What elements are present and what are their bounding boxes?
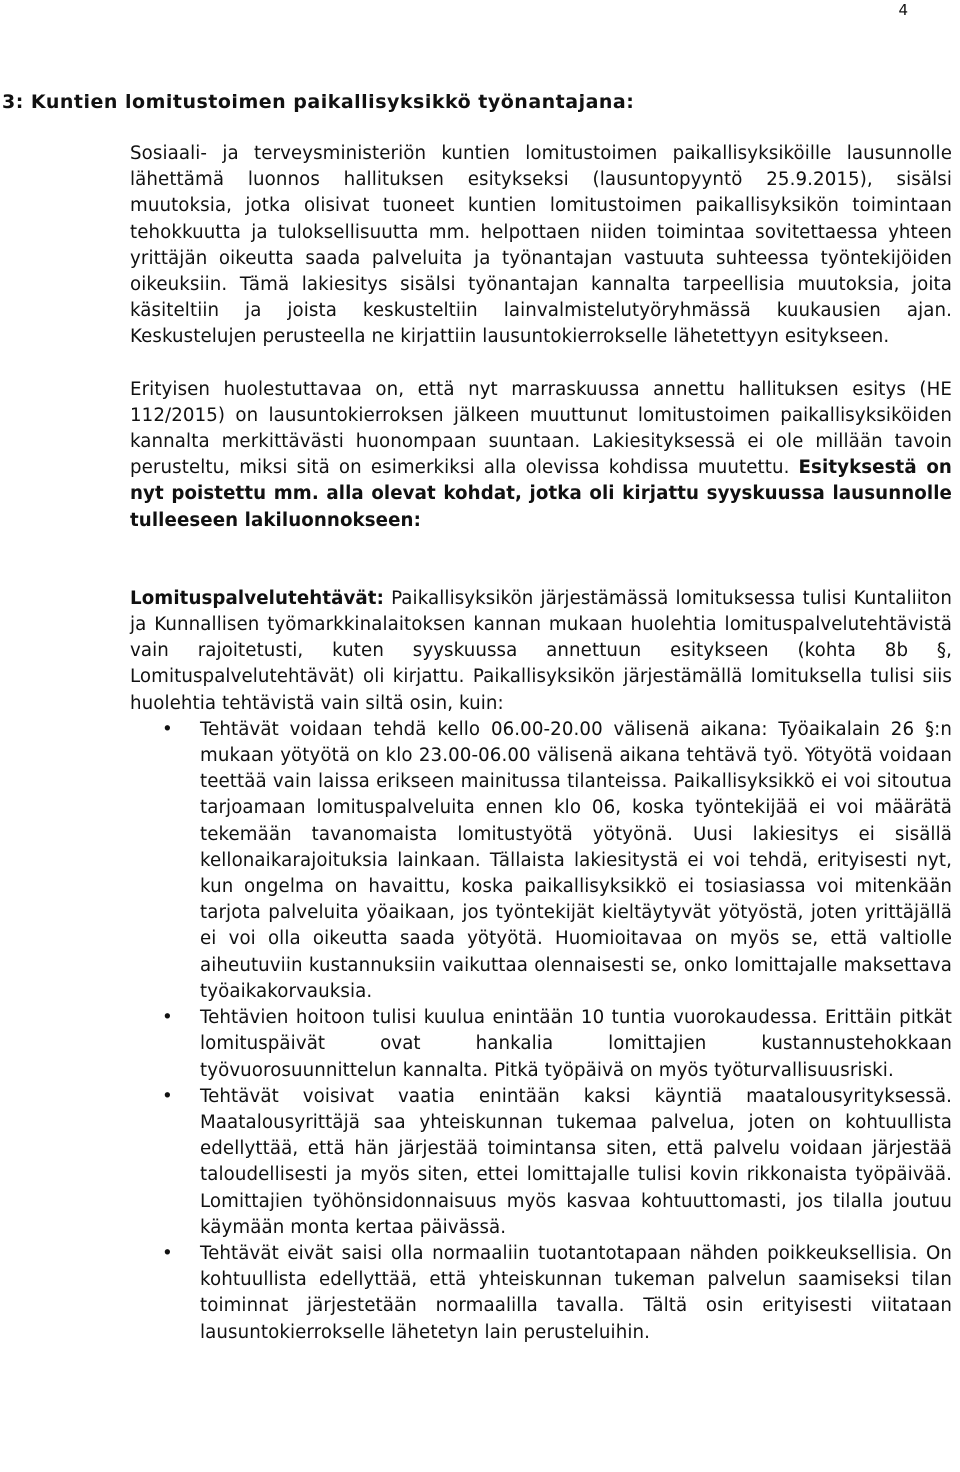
- list-item: • Tehtävät voidaan tehdä kello 06.00-20.00 välisenä aikana: Työaikalain 26 §:n mukaan yötyötä on klo 23.00-06.00 välisenä aikana tehtävä työ. Yötyötä voidaan teettää vain laissa erikseen mainitussa tilanteissa. Paikallisyksikkö ei voi sitoutua tarjoamaan lomituspalveluita ennen klo 06, koska työntekijää ei voi määrätä tekemään tavanomaista lomitustyötä yötyönä. Uusi lakiesitys ei sisällä kellonaikarajoituksia lainkaan. Tällaista lakiesitystä ei voi tehdä, erityisesti nyt, kun ongelma on havaittu, koska paikallisyksikkö ei tosiasiassa voi mitenkään tarjota palveluita yöaikaan, jos työntekijät kieltäytyvät yötyöstä, joten yrittäjällä ei voi olla oikeutta saada yötyötä. Huomioitavaa on myös se, että valtiolle aiheutuviin kustannuksiin vaikuttaa olennaisesti se, onko lomittajalle maksettava työaikakorvauksia.: [130, 717, 952, 1005]
- conditions-list: [130, 717, 952, 1346]
- list-item: • Tehtävät voisivat vaatia enintään kaksi käyntiä maatalousyrityksessä. Maatalousyrittäjä saa yhteiskunnan tukemaa palvelua, joten on kohtuullista edellyttää, että hän järjestää toimintansa siten, että palvelu voidaan järjestää taloudellisesti ja myös siten, ettei lomittajalle tulisi kovin rikkonaista työpäivää. Lomittajien työhönsidonnaisuus myös kasvaa kohtuuttomasti, jos tilalla joutuu käymään monta kertaa päivässä.: [130, 1084, 952, 1241]
- paragraph-concern-text: Erityisen huolestuttavaa on, että nyt marraskuussa annettu hallituksen esitys (HE 112/2015) on lausuntokierroksen jälkeen muuttunut lomitustoimen paikallisyksiköiden kannalta merkittävästi huonompaan suuntaan. Lakiesityksessä ei ole millään tavoin perusteltu, miksi sitä on esimerkiksi alla olevissa kohdissa muutettu.: [130, 378, 952, 479]
- section-heading: 3: Kuntien lomitustoimen paikallisyksikkö työnantajana:: [2, 91, 635, 113]
- paragraph-intro: Sosiaali- ja terveysministeriön kuntien lomitustoimen paikallisyksiköille lausunnolle lähettämä luonnos hallituksen esitykseksi (lausuntopyyntö 25.9.2015), sisälsi muutoksia, jotka olisivat tuoneet kuntien lomitustoimen paikallisyksikön toimintaan tehokkuutta ja tuloksellisuutta mm. helpottaen niiden toimintaa sovitettaessa yhteen yrittäjän oikeutta saada palveluita ja työnantajan vastuuta suhteessa työntekijöiden oikeuksiin. Tämä lakiesitys sisälsi työnantajan kannalta tarpeellisia muutoksia, joita käsiteltiin ja joista keskusteltiin lainvalmistelutyöryhmässä kuukausien ajan. Keskustelujen perusteella ne kirjattiin lausuntokierrokselle lähetettyyn esitykseen.: [130, 143, 952, 348]
- lomituspalvelu-text: Paikallisyksikön järjestämässä lomituksessa tulisi Kuntaliiton ja Kunnallisen työmarkkinalaitoksen kannan mukaan huolehtia lomituspalvelutehtävistä vain rajoitetusti, kuten syyskuussa annettuun esitykseen (kohta 8b §, Lomituspalvelutehtävät) oli kirjattu. Paikallisyksikön järjestämällä lomituksella tulisi siis huolehtia tehtävistä vain siltä osin, kuin:: [130, 587, 952, 714]
- paragraph-lomituspalvelu: [130, 586, 952, 717]
- list-item: • Tehtävien hoitoon tulisi kuulua enintään 10 tuntia vuorokaudessa. Erittäin pitkät lomituspäivät ovat hankalia lomittajien kustannustehokkaan työvuorosuunnittelun kannalta. Pitkä työpäivä on myös työturvallisuusriski.: [130, 1005, 952, 1084]
- paragraph-concern-emphasis: Esityksestä on nyt poistettu mm. alla olevat kohdat, jotka oli kirjattu syyskuussa lausunnolle tulleeseen lakiluonnokseen:: [130, 457, 952, 531]
- lomituspalvelu-term: Lomituspalvelutehtävät:: [130, 587, 384, 609]
- paragraph-concern: [130, 377, 952, 534]
- list-item: • Tehtävät eivät saisi olla normaaliin tuotantotapaan nähden poikkeuksellisia. On kohtuullista edellyttää, että yhteiskunnan tukeman palvelun saamiseksi tilan toiminnat järjestetään normaalilla tavalla. Tältä osin erityisesti viitataan lausuntokierrokselle lähetetyn lain perusteluihin.: [130, 1241, 952, 1346]
- document-body: [130, 141, 952, 1346]
- page-number: 4: [898, 1, 908, 19]
